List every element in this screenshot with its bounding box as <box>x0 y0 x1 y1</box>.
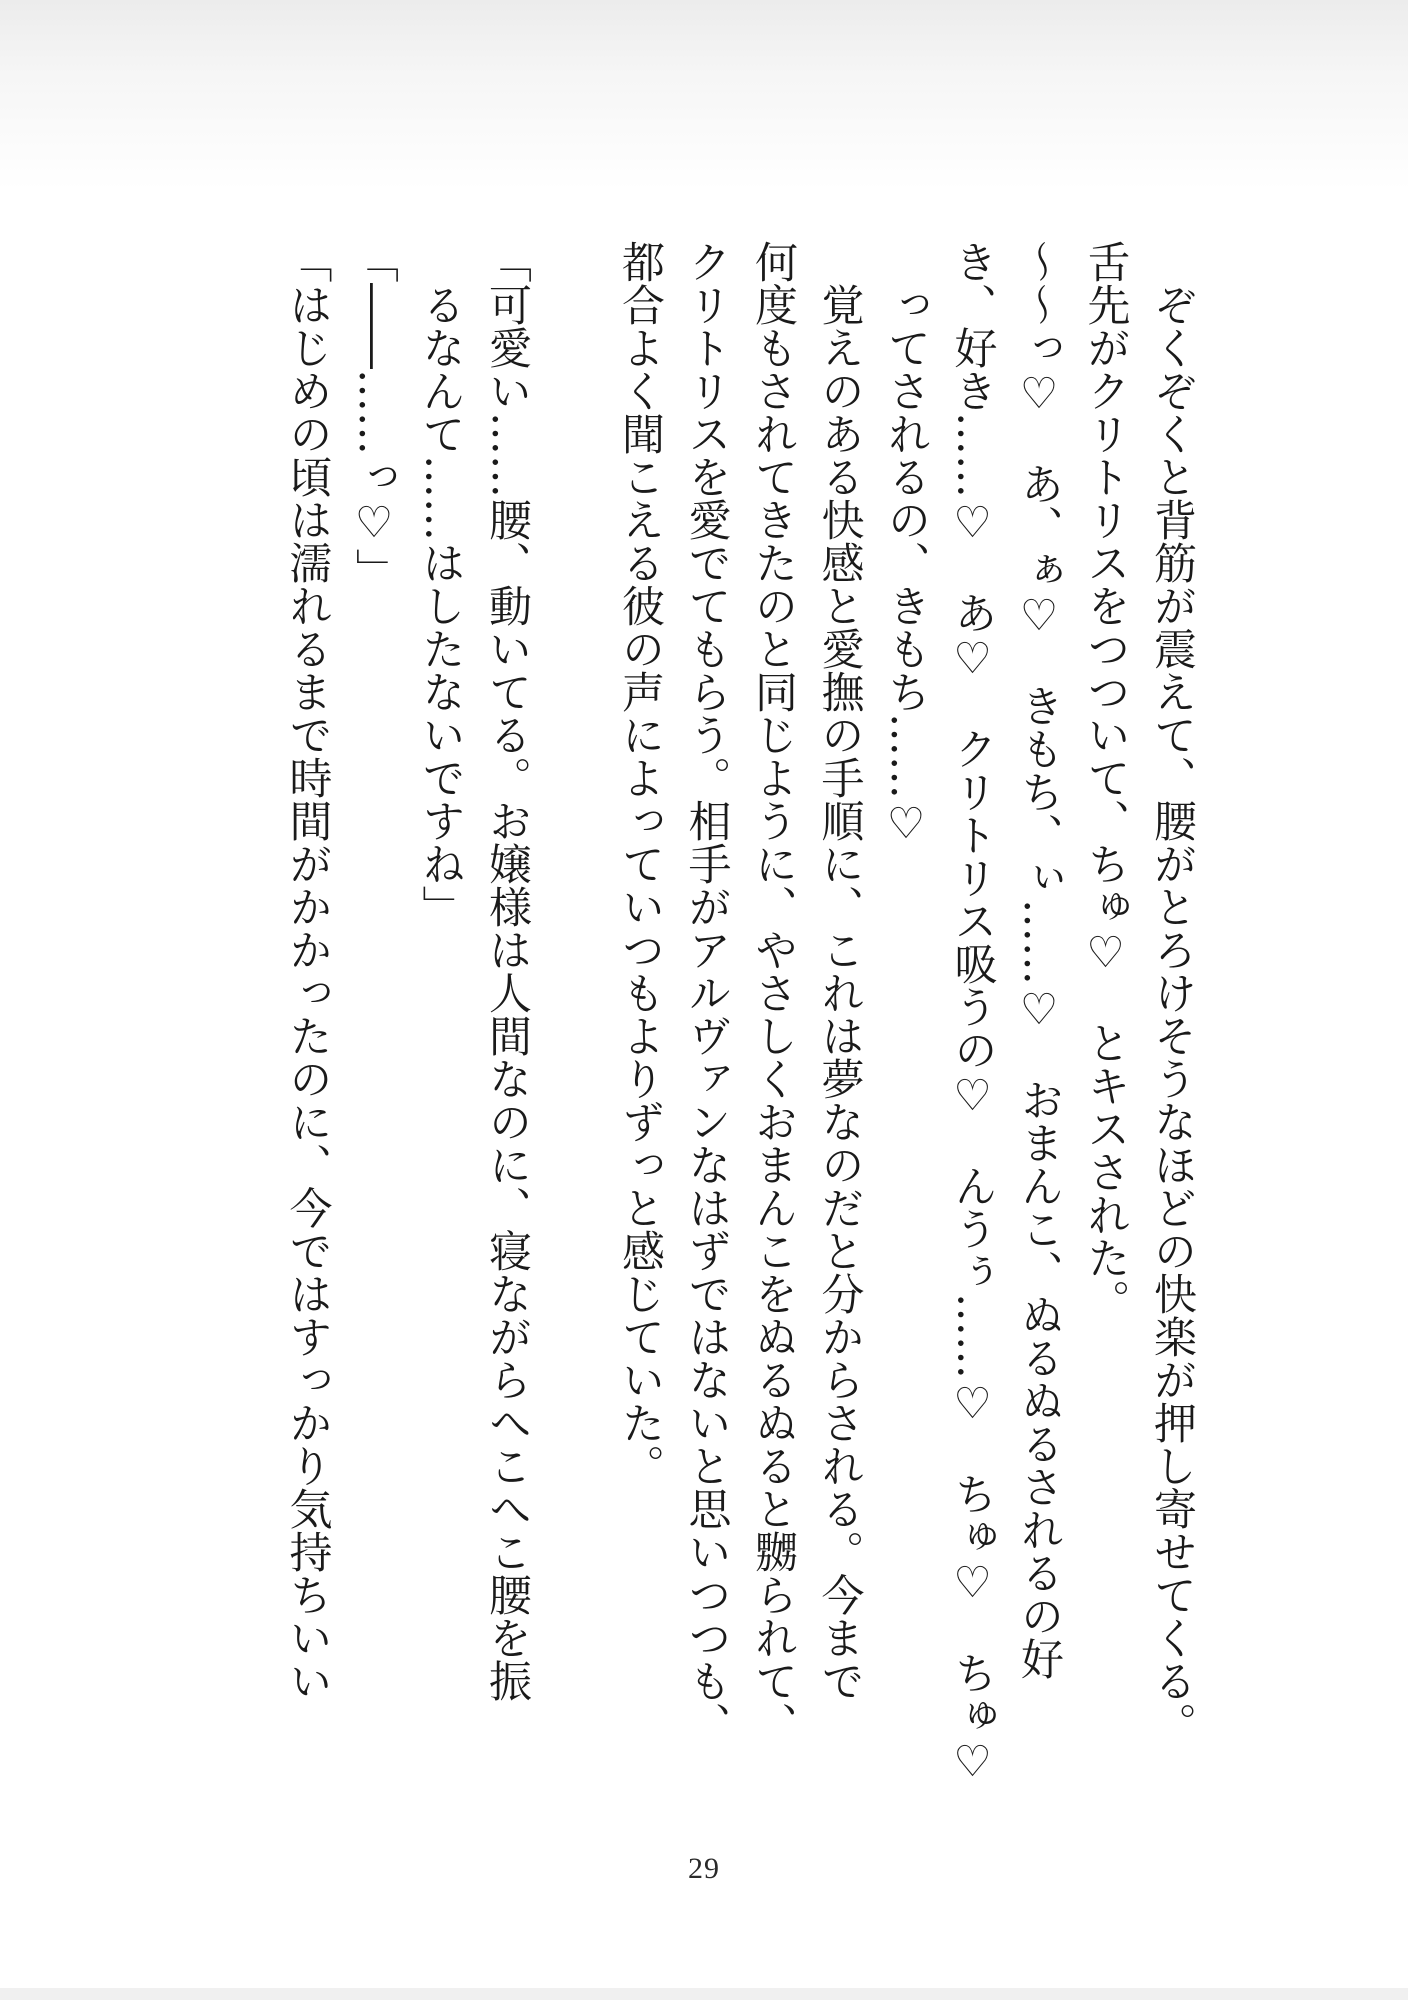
vertical-text-body <box>205 240 1205 1810</box>
text-line: ぞくぞくと背筋が震えて、腰がとろけそうなほどの快楽が押し寄せてくる。 <box>1147 283 1197 1745</box>
text-line: るなんて……はしたないですね」 <box>415 283 466 928</box>
text-line: 〜〜っ♡ あ、ぁ♡ きもち、ぃ……♡ おまんこ、ぬるぬるされるの好 <box>1014 240 1064 1680</box>
page-number: 29 <box>688 1852 720 1885</box>
text-line: 都合よく聞こえる彼の声によっていつもよりずっと感じていた。 <box>615 240 665 1487</box>
text-line: 舌先がクリトリスをつついて、ちゅ♡ とキスされた。 <box>1080 240 1131 1322</box>
text-line: 「可愛い……腰、動いてる。お嬢様は人間なのに、寝ながらへこへこ腰を振 <box>482 240 532 1702</box>
text-line: き、好き……♡ あ♡ クリトリス吸うの♡ んうぅ……♡ ちゅ♡ ちゅ♡ <box>947 240 998 1787</box>
page-top-shadow <box>0 0 1408 190</box>
text-line: クリトリスを愛でてもらう。相手がアルヴァンなはずではないと思いつつも、 <box>681 240 732 1745</box>
text-line: 覚えのある快感と愛撫の手順に、これは夢なのだと分からされる。今まで <box>814 283 865 1702</box>
text-line: 「はじめの頃は濡れるまで時間がかかったのに、今ではすっかり気持ちいい <box>282 240 333 1702</box>
page-bottom-edge <box>0 1988 1408 2000</box>
text-line: 「――……っ♡」 <box>349 240 399 591</box>
text-line: ってされるの、きもち……♡ <box>881 283 931 849</box>
text-line: 何度もされてきたのと同じように、やさしくおまんこをぬるぬると嬲られて、 <box>748 240 798 1745</box>
blank-line <box>540 240 607 1810</box>
